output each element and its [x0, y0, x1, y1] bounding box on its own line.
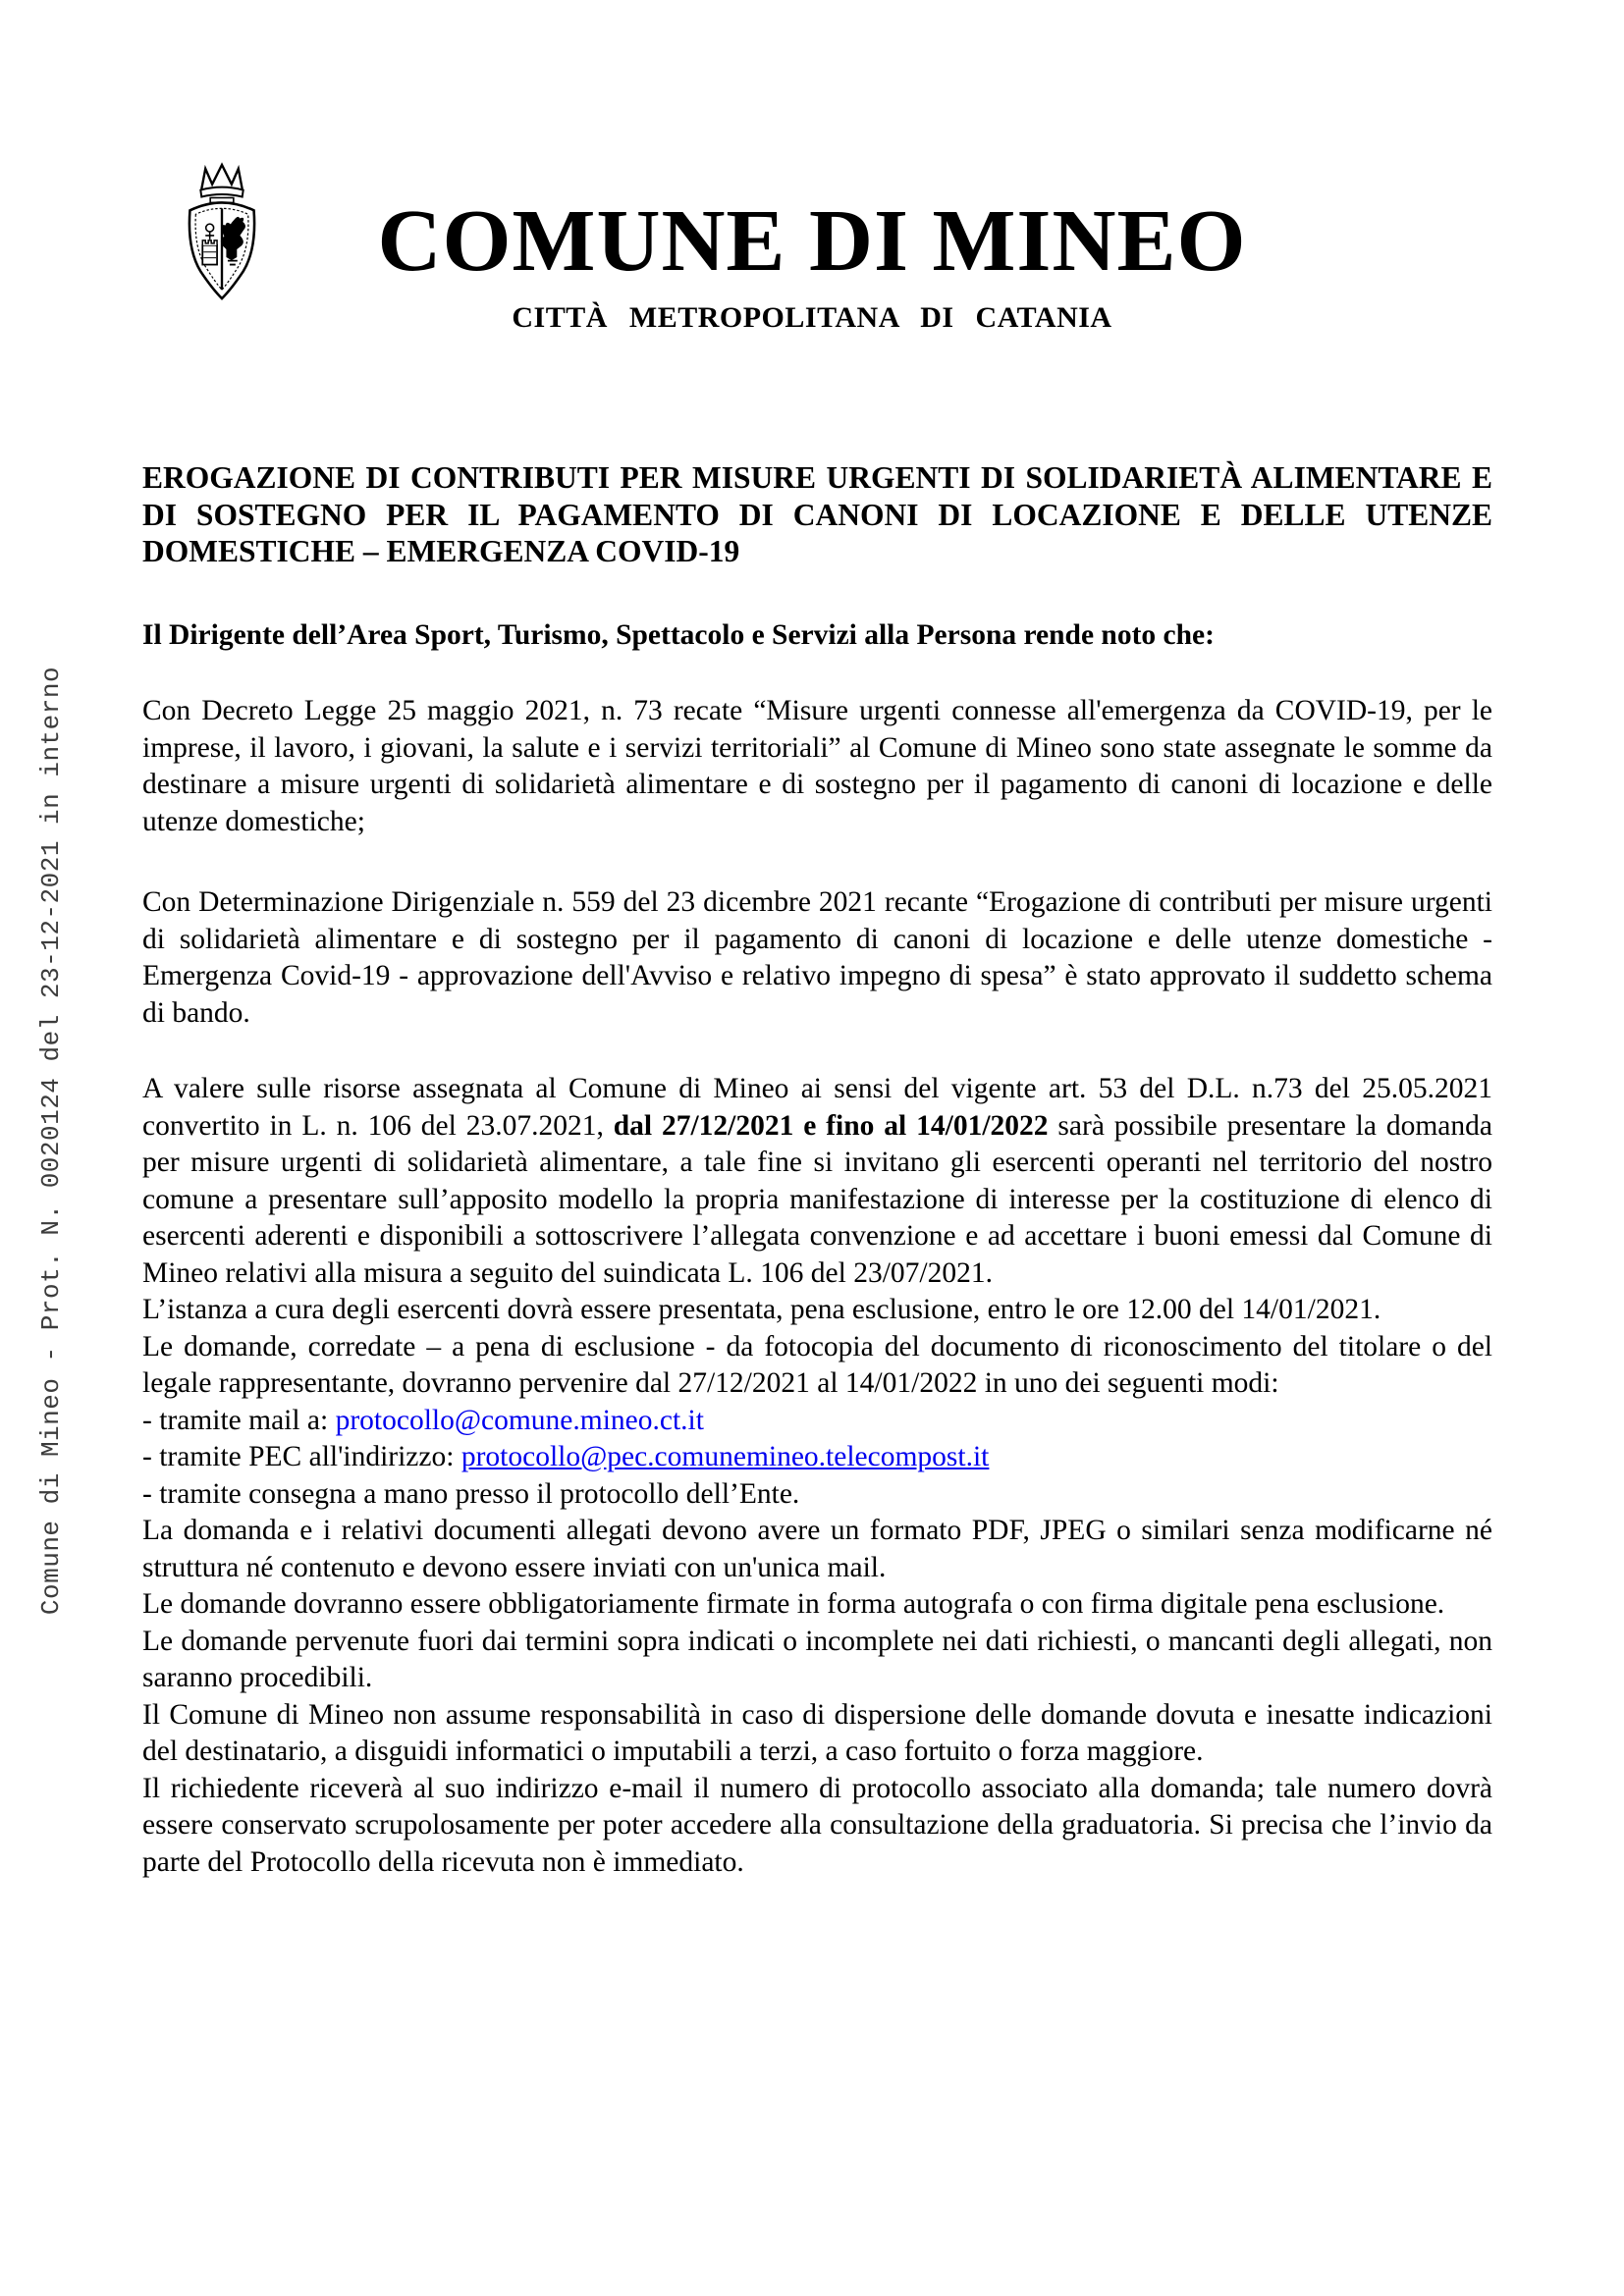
header: [132, 192, 1492, 335]
pec-link-protocollo[interactable]: protocollo@pec.comunemineo.telecompost.it: [460, 1441, 990, 1472]
paragraph-a-valere: [142, 1071, 1492, 1292]
mail-item-label: - tramite mail a:: [142, 1404, 336, 1436]
protocol-stamp-vertical: Comune di Mineo - Prot. N. 0020124 del 23-12-2021 in interno: [36, 666, 66, 1616]
a-valere-text-post: sarà possibile presentare la domanda per misure urgenti di solidarietà alimentare, a tale fine si invitano gli esercenti operanti nel territorio del nostro comune a presentare sull’apposito modello la propria manifestazione di interesse per la costituzione di elenco di esercenti aderenti e disponibili a sottoscrivere l’allegata convenzione e ad accettare i buoni emessi dal Comune di Mineo relativi alla misura a seguito del suindicata L. 106 del 23/07/2021.: [142, 1109, 1492, 1289]
paragraph-determinazione: Con Determinazione Dirigenziale n. 559 del 23 dicembre 2021 recante “Erogazione di contributi per misure urgenti di solidarietà alimentare e di sostegno per il pagamento di canoni di locazione e delle utenze domestiche - Emergenza Covid-19 - approvazione dell'Avviso e relativo impegno di spesa” è stato approvato il suddetto schema di bando.: [142, 886, 1492, 1029]
notice-title: EROGAZIONE DI CONTRIBUTI PER MISURE URGENTI DI SOLIDARIETÀ ALIMENTARE E DI SOSTEGNO PER IL PAGAMENTO DI CANONI DI LOCAZIONE E DELLE UTENZE DOMESTICHE – EMERGENZA COVID-19: [142, 460, 1492, 568]
paragraph-numero-protocollo: Il richiedente riceverà al suo indirizzo e-mail il numero di protocollo associato alla domanda; tale numero dovrà essere conservato scrupolosamente per poter accedere alla consultazione della graduatoria. Si precisa che l’invio da parte del Protocollo della ricevuta non è immediato.: [142, 1772, 1492, 1878]
paragraph-termini: Le domande pervenute fuori dai termini sopra indicati o incomplete nei dati richiesti, o mancanti degli allegati, non saranno procedibili.: [142, 1625, 1492, 1693]
municipality-subtitle: CITTÀ METROPOLITANA DI CATANIA: [512, 301, 1112, 334]
paragraph-domande-corredate: Le domande, corredate – a pena di esclusione - da fotocopia del documento di riconoscimento del titolare o del legale rappresentante, dovranno pervenire dal 27/12/2021 al 14/01/2022 in uno dei seguenti modi:: [142, 1330, 1492, 1399]
list-item-pec: [142, 1439, 1492, 1476]
paragraph-formato-documenti: La domanda e i relativi documenti allegati devono avere un formato PDF, JPEG o similari senza modificarne né struttura né contenuto e devono essere inviati con un'unica mail.: [142, 1515, 1492, 1583]
announcement-line: Il Dirigente dell’Area Sport, Turismo, Spettacolo e Servizi alla Persona rende noto che:: [142, 618, 1215, 651]
notice-body: [142, 459, 1492, 1881]
list-item-mail: [142, 1403, 1492, 1440]
paragraph-firma: Le domande dovranno essere obbligatoriamente firmate in forma autografa o con firma digitale pena esclusione.: [142, 1588, 1445, 1620]
pec-item-label: - tramite PEC all'indirizzo:: [142, 1441, 461, 1472]
list-item-consegna-mano: - tramite consegna a mano presso il protocollo dell’Ente.: [142, 1477, 800, 1510]
deadline-range-bold: dal 27/12/2021 e fino al 14/01/2022: [613, 1109, 1049, 1142]
email-link-protocollo[interactable]: protocollo@comune.mineo.ct.it: [335, 1404, 704, 1436]
paragraph-responsabilita: Il Comune di Mineo non assume responsabilità in caso di dispersione delle domande dovuta e inesatte indicazioni del destinatario, a disguidi informatici o imputabili a terzi, a caso fortuito o forza maggiore.: [142, 1698, 1492, 1767]
paragraph-decreto-legge: Con Decreto Legge 25 maggio 2021, n. 73 recate “Misure urgenti connesse all'emergenza da COVID-19, per le imprese, il lavoro, i giovani, la salute e i servizi territoriali” al Comune di Mineo sono state assegnate le somme da destinare a misure urgenti di solidarietà alimentare e di sostegno per il pagamento di canoni di locazione e delle utenze domestiche;: [142, 695, 1492, 837]
paragraph-istanza: L’istanza a cura degli esercenti dovrà essere presentata, pena esclusione, entro le ore 12.00 del 14/01/2021.: [142, 1294, 1381, 1325]
municipality-title: COMUNE DI MINEO: [377, 192, 1247, 290]
a-valere-text-pre: A valere sulle risorse assegnata al Comune di Mineo ai sensi del vigente art. 53 del D.L. n.73 del 25.05.2021 convertito in L. n. 106 del 23.07.2021,: [142, 1073, 1492, 1142]
